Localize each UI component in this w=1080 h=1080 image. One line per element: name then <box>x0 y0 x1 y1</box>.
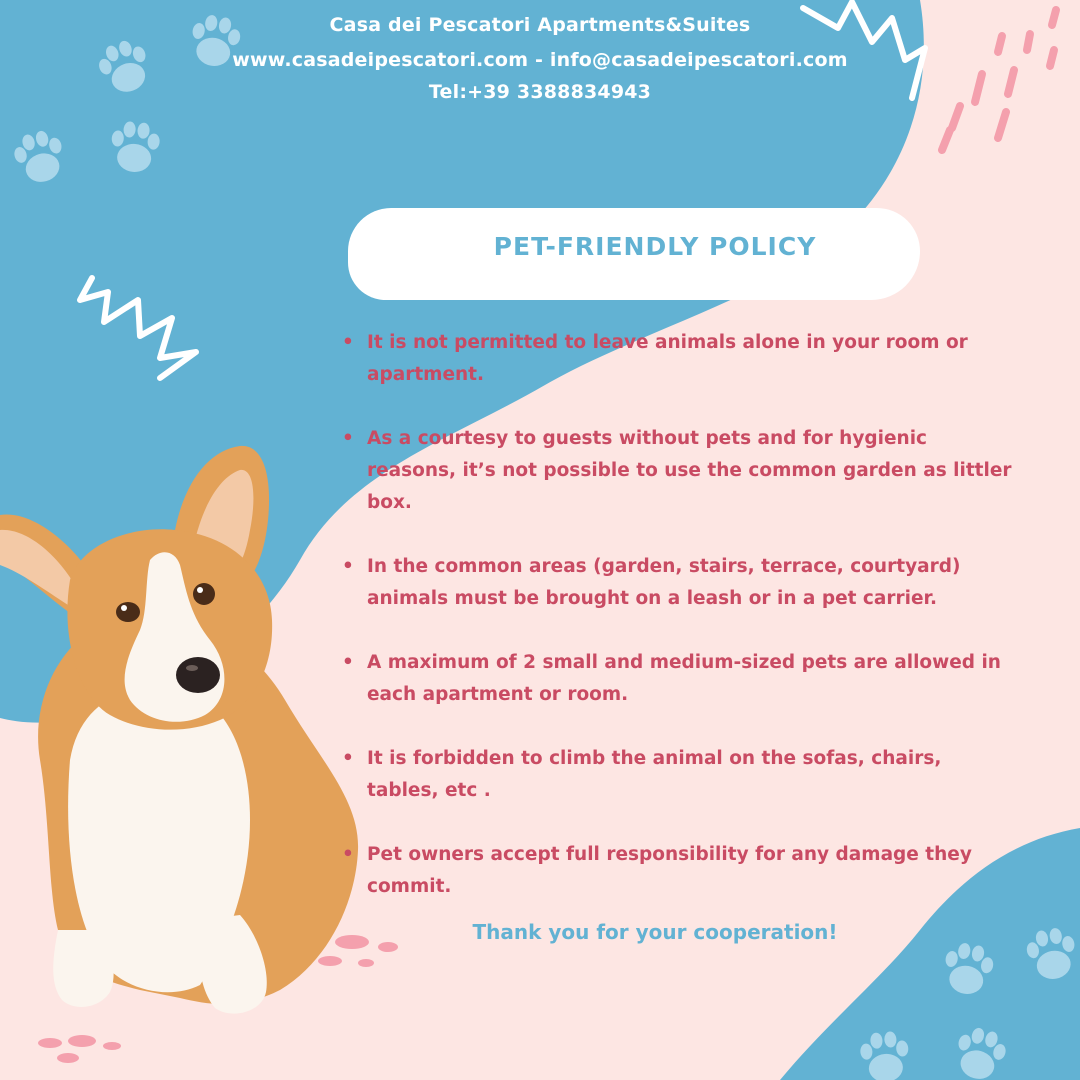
page-title: PET-FRIENDLY POLICY <box>493 232 817 261</box>
list-item <box>342 839 1012 903</box>
policy-list <box>342 327 1012 935</box>
phone-number: Tel:+39 3388834943 <box>428 81 652 103</box>
list-item <box>342 551 1012 615</box>
bullet-icon: • <box>342 748 354 769</box>
rule-text: It is forbidden to climb the animal on the sofas, chairs, tables, etc . <box>367 748 942 801</box>
thank-you-note: Thank you for your cooperation! <box>472 920 838 944</box>
rule-text: It is not permitted to leave animals alone in your room or apartment. <box>367 332 968 385</box>
list-item <box>342 743 1012 807</box>
website-email: www.casadeipescatori.com - info@casadeipescatori.com <box>232 49 848 71</box>
bullet-icon: • <box>342 332 354 353</box>
rule-text: In the common areas (garden, stairs, terrace, courtyard) animals must be brought on a leash or in a pet carrier. <box>367 556 961 609</box>
list-item <box>342 647 1012 711</box>
rule-text: Pet owners accept full responsibility for any damage they commit. <box>367 844 972 897</box>
list-item <box>342 423 1012 519</box>
business-name: Casa dei Pescatori Apartments&Suites <box>329 14 751 36</box>
bullet-icon: • <box>342 652 354 673</box>
bullet-icon: • <box>342 556 354 577</box>
rule-text: As a courtesy to guests without pets and for hygienic reasons, it’s not possible to use the common garden as littler box. <box>367 428 1012 513</box>
bullet-icon: • <box>342 428 354 449</box>
bullet-icon: • <box>342 844 354 865</box>
list-item <box>342 327 1012 391</box>
rule-text: A maximum of 2 small and medium-sized pets are allowed in each apartment or room. <box>367 652 1001 705</box>
